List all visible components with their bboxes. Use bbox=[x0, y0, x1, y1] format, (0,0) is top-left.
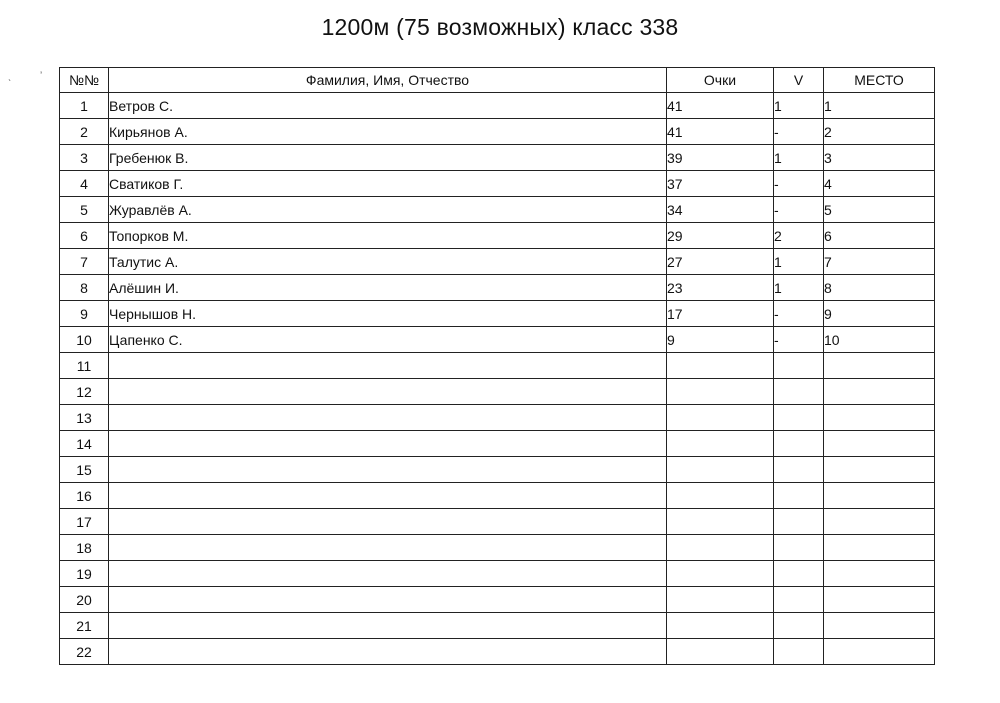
v-cell bbox=[774, 509, 824, 535]
table-row bbox=[60, 301, 935, 327]
table-row bbox=[60, 145, 935, 171]
place-cell bbox=[824, 535, 935, 561]
participant-name bbox=[109, 509, 667, 535]
table-row bbox=[60, 561, 935, 587]
results-table-head bbox=[60, 68, 935, 93]
table-row bbox=[60, 353, 935, 379]
points-cell bbox=[667, 379, 774, 405]
table-row bbox=[60, 379, 935, 405]
participant-name: Чернышов Н. bbox=[109, 301, 667, 327]
v-cell: - bbox=[774, 327, 824, 353]
place-cell: 9 bbox=[824, 301, 935, 327]
v-cell bbox=[774, 379, 824, 405]
v-cell bbox=[774, 561, 824, 587]
table-row bbox=[60, 171, 935, 197]
points-cell: 34 bbox=[667, 197, 774, 223]
participant-name: Сватиков Г. bbox=[109, 171, 667, 197]
place-cell: 4 bbox=[824, 171, 935, 197]
v-cell: - bbox=[774, 119, 824, 145]
points-cell: 41 bbox=[667, 119, 774, 145]
place-cell: 10 bbox=[824, 327, 935, 353]
participant-name: Журавлёв А. bbox=[109, 197, 667, 223]
table-row bbox=[60, 587, 935, 613]
page-title: 1200м (75 возможных) класс 338 bbox=[321, 14, 679, 40]
column-header-v: V bbox=[774, 68, 824, 93]
v-cell: 1 bbox=[774, 275, 824, 301]
participant-name: Алёшин И. bbox=[109, 275, 667, 301]
row-number: 19 bbox=[60, 561, 109, 587]
participant-name: Талутис А. bbox=[109, 249, 667, 275]
participant-name bbox=[109, 353, 667, 379]
participant-name bbox=[109, 587, 667, 613]
table-row bbox=[60, 431, 935, 457]
table-row bbox=[60, 483, 935, 509]
points-cell: 17 bbox=[667, 301, 774, 327]
place-cell bbox=[824, 457, 935, 483]
column-header-number: №№ bbox=[60, 68, 109, 93]
v-cell: - bbox=[774, 197, 824, 223]
table-row bbox=[60, 275, 935, 301]
header-row bbox=[60, 68, 935, 93]
table-row bbox=[60, 223, 935, 249]
participant-name bbox=[109, 613, 667, 639]
row-number: 16 bbox=[60, 483, 109, 509]
points-cell bbox=[667, 483, 774, 509]
row-number: 7 bbox=[60, 249, 109, 275]
place-cell: 3 bbox=[824, 145, 935, 171]
points-cell: 41 bbox=[667, 93, 774, 119]
results-table bbox=[59, 67, 935, 665]
points-cell bbox=[667, 457, 774, 483]
row-number: 1 bbox=[60, 93, 109, 119]
row-number: 2 bbox=[60, 119, 109, 145]
row-number: 5 bbox=[60, 197, 109, 223]
participant-name: Цапенко С. bbox=[109, 327, 667, 353]
row-number: 9 bbox=[60, 301, 109, 327]
table-row bbox=[60, 509, 935, 535]
points-cell bbox=[667, 353, 774, 379]
v-cell: 1 bbox=[774, 93, 824, 119]
participant-name bbox=[109, 405, 667, 431]
participant-name: Ветров С. bbox=[109, 93, 667, 119]
v-cell: 2 bbox=[774, 223, 824, 249]
place-cell bbox=[824, 353, 935, 379]
place-cell bbox=[824, 561, 935, 587]
points-cell bbox=[667, 613, 774, 639]
v-cell bbox=[774, 353, 824, 379]
row-number: 10 bbox=[60, 327, 109, 353]
row-number: 4 bbox=[60, 171, 109, 197]
row-number: 6 bbox=[60, 223, 109, 249]
v-cell: 1 bbox=[774, 145, 824, 171]
row-number: 14 bbox=[60, 431, 109, 457]
place-cell: 1 bbox=[824, 93, 935, 119]
participant-name: Топорков М. bbox=[109, 223, 667, 249]
points-cell: 23 bbox=[667, 275, 774, 301]
table-row bbox=[60, 327, 935, 353]
v-cell bbox=[774, 587, 824, 613]
v-cell: - bbox=[774, 171, 824, 197]
points-cell bbox=[667, 509, 774, 535]
participant-name: Кирьянов А. bbox=[109, 119, 667, 145]
points-cell bbox=[667, 405, 774, 431]
participant-name bbox=[109, 639, 667, 665]
points-cell bbox=[667, 535, 774, 561]
participant-name bbox=[109, 483, 667, 509]
v-cell bbox=[774, 613, 824, 639]
participant-name bbox=[109, 431, 667, 457]
row-number: 21 bbox=[60, 613, 109, 639]
points-cell bbox=[667, 639, 774, 665]
table-row bbox=[60, 197, 935, 223]
v-cell: - bbox=[774, 301, 824, 327]
place-cell: 2 bbox=[824, 119, 935, 145]
row-number: 8 bbox=[60, 275, 109, 301]
place-cell bbox=[824, 613, 935, 639]
row-number: 20 bbox=[60, 587, 109, 613]
row-number: 17 bbox=[60, 509, 109, 535]
v-cell bbox=[774, 535, 824, 561]
place-cell: 6 bbox=[824, 223, 935, 249]
table-row bbox=[60, 405, 935, 431]
row-number: 13 bbox=[60, 405, 109, 431]
table-row bbox=[60, 119, 935, 145]
v-cell bbox=[774, 457, 824, 483]
points-cell bbox=[667, 587, 774, 613]
points-cell: 27 bbox=[667, 249, 774, 275]
points-cell: 37 bbox=[667, 171, 774, 197]
row-number: 18 bbox=[60, 535, 109, 561]
points-cell bbox=[667, 561, 774, 587]
v-cell bbox=[774, 483, 824, 509]
place-cell bbox=[824, 405, 935, 431]
participant-name bbox=[109, 561, 667, 587]
row-number: 3 bbox=[60, 145, 109, 171]
table-row bbox=[60, 535, 935, 561]
place-cell bbox=[824, 587, 935, 613]
participant-name bbox=[109, 535, 667, 561]
place-cell bbox=[824, 431, 935, 457]
participant-name bbox=[109, 379, 667, 405]
row-number: 22 bbox=[60, 639, 109, 665]
points-cell: 9 bbox=[667, 327, 774, 353]
column-header-place: МЕСТО bbox=[824, 68, 935, 93]
scan-speck: ˋ bbox=[8, 79, 12, 90]
table-row bbox=[60, 93, 935, 119]
place-cell bbox=[824, 509, 935, 535]
place-cell bbox=[824, 639, 935, 665]
place-cell: 8 bbox=[824, 275, 935, 301]
table-row bbox=[60, 639, 935, 665]
points-cell: 39 bbox=[667, 145, 774, 171]
column-header-name: Фамилия, Имя, Отчество bbox=[109, 68, 667, 93]
row-number: 11 bbox=[60, 353, 109, 379]
table-row bbox=[60, 457, 935, 483]
participant-name: Гребенюк В. bbox=[109, 145, 667, 171]
v-cell bbox=[774, 405, 824, 431]
scan-speck: ʼ bbox=[40, 71, 43, 82]
results-table-body bbox=[60, 93, 935, 665]
place-cell bbox=[824, 483, 935, 509]
place-cell bbox=[824, 379, 935, 405]
table-row bbox=[60, 249, 935, 275]
table-row bbox=[60, 613, 935, 639]
v-cell bbox=[774, 639, 824, 665]
v-cell bbox=[774, 431, 824, 457]
points-cell bbox=[667, 431, 774, 457]
v-cell: 1 bbox=[774, 249, 824, 275]
row-number: 15 bbox=[60, 457, 109, 483]
place-cell: 7 bbox=[824, 249, 935, 275]
points-cell: 29 bbox=[667, 223, 774, 249]
place-cell: 5 bbox=[824, 197, 935, 223]
row-number: 12 bbox=[60, 379, 109, 405]
column-header-points: Очки bbox=[667, 68, 774, 93]
participant-name bbox=[109, 457, 667, 483]
